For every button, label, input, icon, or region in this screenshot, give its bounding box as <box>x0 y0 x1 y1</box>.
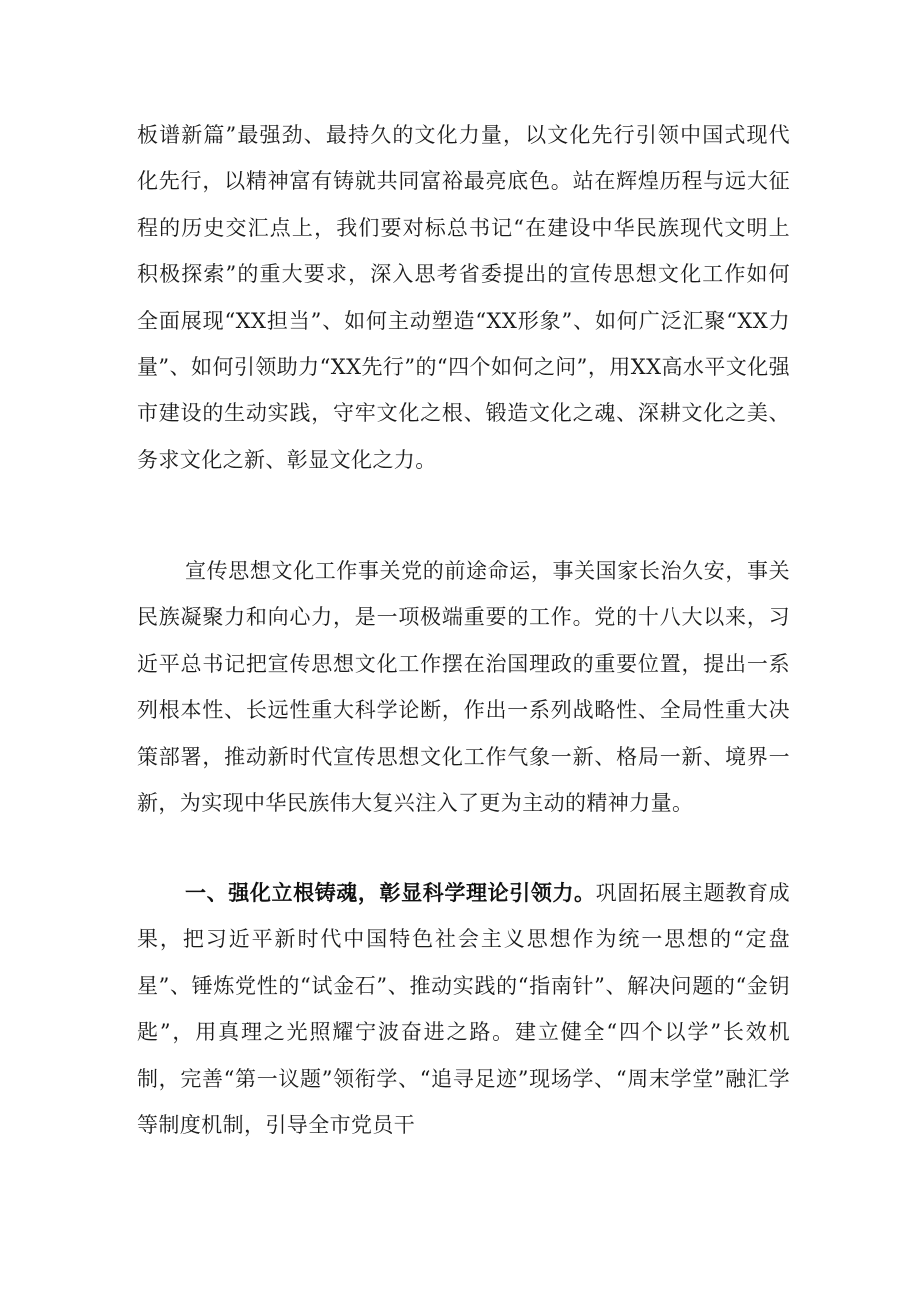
paragraph-importance <box>137 548 790 826</box>
section-body: 巩固拓展主题教育成果，把习近平新时代中国特色社会主义思想作为统一思想的“定盘星”、锤炼党性的“试金石”、推动实践的“指南针”、解决问题的“金钥匙”，用真理之光照耀宁波奋进之路。建立健全“四个以学”长效机制，完善“第一议题”领衔学、“追寻足迹”现场学、“周末学堂”融汇学等制度机制，引导全市党员干 <box>137 881 790 1138</box>
paragraph-text <box>137 870 790 1148</box>
section-heading: 一、强化立根铸魂，彰显科学理论引领力。 <box>185 881 596 905</box>
paragraph-text: 宣传思想文化工作事关党的前途命运，事关国家长治久安，事关民族凝聚力和向心力，是一项极端重要的工作。党的十八大以来，习近平总书记把宣传思想文化工作摆在治国理政的重要位置，提出一系列根本性、长远性重大科学论断，作出一系列战略性、全局性重大决策部署，推动新时代宣传思想文化工作气象一新、格局一新、境界一新，为实现中华民族伟大复兴注入了更为主动的精神力量。 <box>137 559 790 816</box>
paragraph-section-one <box>137 870 790 1148</box>
paragraph-continuation <box>137 112 790 483</box>
paragraph-text: 板谱新篇”最强劲、最持久的文化力量，以文化先行引领中国式现代化先行，以精神富有铸就共同富裕最亮底色。站在辉煌历程与远大征程的历史交汇点上，我们要对标总书记“在建设中华民族现代文明上积极探索”的重大要求，深入思考省委提出的宣传思想文化工作如何全面展现“XX担当”、如何主动塑造“XX形象”、如何广泛汇聚“XX力量”、如何引领助力“XX先行”的“四个如何之问”，用XX高水平文化强市建设的生动实践，守牢文化之根、锻造文化之魂、深耕文化之美、务求文化之新、彰显文化之力。 <box>137 123 790 472</box>
